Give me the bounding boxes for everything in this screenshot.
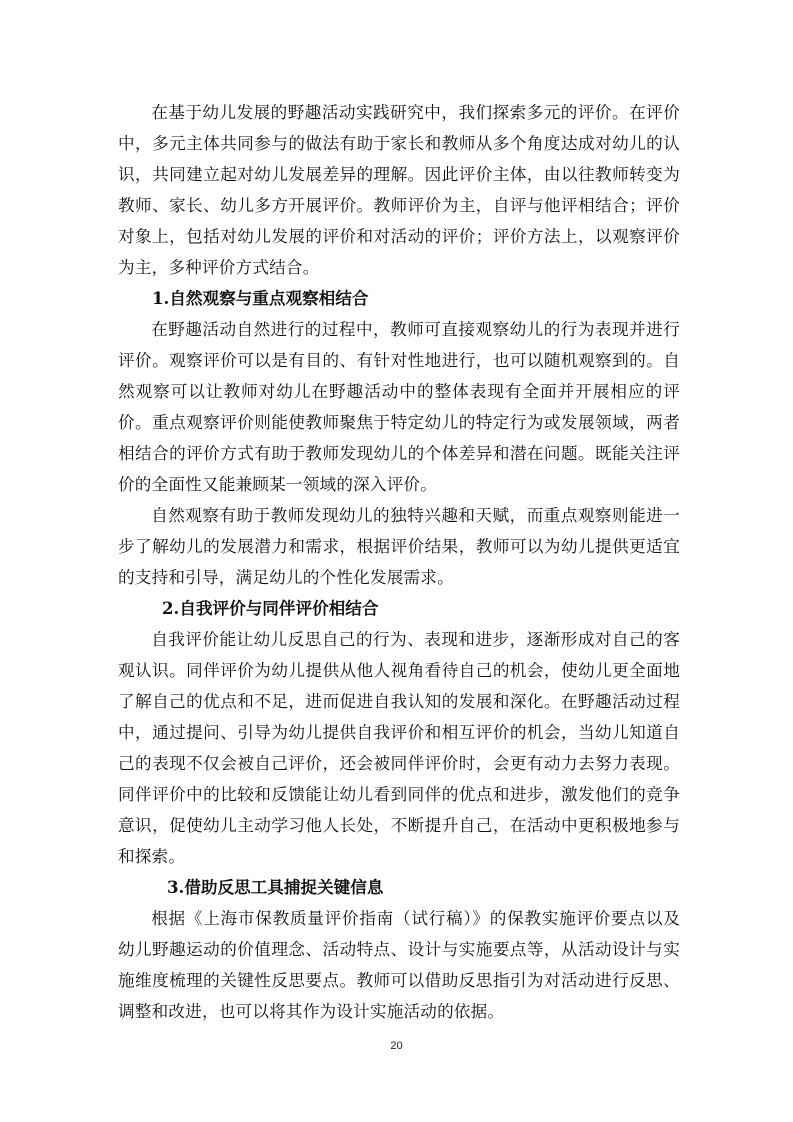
section-3-paragraph-1: 根据《上海市保教质量评价指南（试行稿）》的保教实施评价要点以及幼儿野趣运动的价值理念、活动特点、设计与实施要点等，从活动设计与实施维度梳理的关键性反思要点。教师可以借助反思指引为对活动进行反思、调整和改进，也可以将其作为设计实施活动的依据。 — [118, 909, 680, 1021]
document-body — [118, 97, 680, 1027]
intro-paragraph: 在基于幼儿发展的野趣活动实践研究中，我们探索多元的评价。在评价中，多元主体共同参与的做法有助于家长和教师从多个角度达成对幼儿的认识，共同建立起对幼儿发展差异的理解。因此评价主体，由以往教师转变为教师、家长、幼儿多方开展评价。教师评价为主，自评与他评相结合；评价对象上，包括对幼儿发展的评价和对活动的评价；评价方法上，以观察评价为主，多种评价方式结合。 — [118, 103, 680, 277]
section-2-paragraph-1: 自我评价能让幼儿反思自己的行为、表现和进步，逐渐形成对自己的客观认识。同伴评价为幼儿提供从他人视角看待自己的机会，使幼儿更全面地了解自己的优点和不足，进而促进自我认知的发展和深化。在野趣活动过程中，通过提问、引导为幼儿提供自我评价和相互评价的机会，当幼儿知道自己的表现不仅会被自己评价，还会被同伴评价时，会更有动力去努力表现。同伴评价中的比较和反馈能让幼儿看到同伴的优点和进步，激发他们的竞争意识，促使幼儿主动学习他人长处，不断提升自己，在活动中更积极地参与和探索。 — [118, 630, 680, 866]
section-1-heading: 1.自然观察与重点观察相结合 — [152, 288, 369, 308]
page-number: 20 — [390, 1040, 403, 1052]
section-1-paragraph-2: 自然观察有助于教师发现幼儿的独特兴趣和天赋，而重点观察则能进一步了解幼儿的发展潜力和需求，根据评价结果，教师可以为幼儿提供更适宜的支持和引导，满足幼儿的个性化发展需求。 — [118, 506, 680, 587]
section-2-heading: 2.自我评价与同伴评价相结合 — [162, 598, 379, 618]
section-1-paragraph-1: 在野趣活动自然进行的过程中，教师可直接观察幼儿的行为表现并进行评价。观察评价可以是有目的、有针对性地进行，也可以随机观察到的。自然观察可以让教师对幼儿在野趣活动中的整体表现有全面并开展相应的评价。重点观察评价则能使教师聚焦于特定幼儿的特定行为或发展领域，两者相结合的评价方式有助于教师发现幼儿的个体差异和潜在问题。既能关注评价的全面性又能兼顾某一领域的深入评价。 — [118, 320, 680, 494]
section-3-heading: 3.借助反思工具捕捉关键信息 — [167, 877, 384, 897]
